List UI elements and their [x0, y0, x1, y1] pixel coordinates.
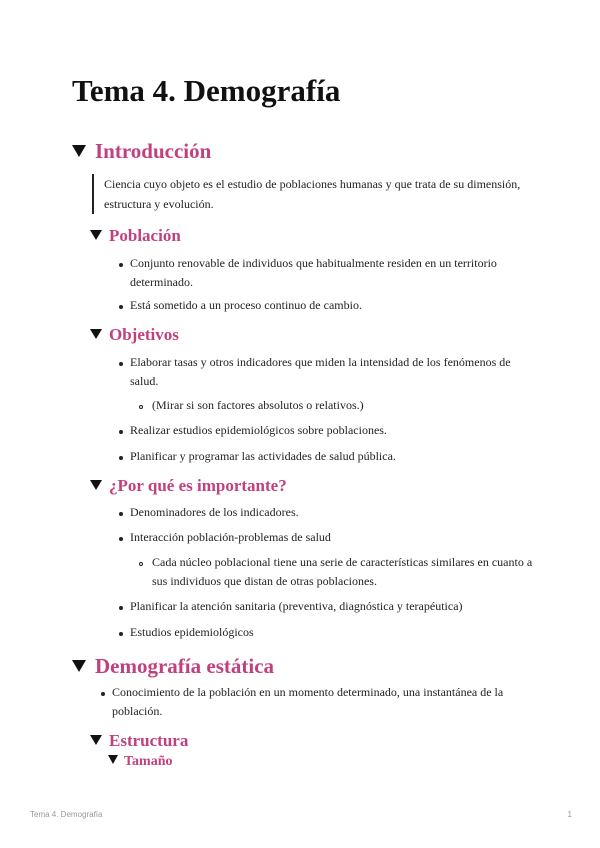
list-item: Planificar la atención sanitaria (preventiva, diagnóstica y terapéutica)	[130, 599, 463, 613]
list-item: Estudios epidemiológicos	[130, 625, 254, 639]
page-title: Tema 4. Demografía	[72, 73, 341, 108]
section-estructura[interactable]	[90, 730, 188, 752]
list-item: Conjunto renovable de individuos que habitualmente residen en un territorio determinado.	[130, 256, 497, 289]
toggle-triangle-icon[interactable]	[108, 755, 118, 764]
bullet-icon	[119, 537, 123, 541]
section-poblacion[interactable]	[90, 225, 181, 247]
list-item: Interacción población-problemas de salud	[130, 530, 331, 544]
list-item: Denominadores de los indicadores.	[130, 505, 299, 519]
section-importante[interactable]	[90, 475, 287, 497]
section-title: Tamaño	[124, 754, 173, 769]
list-item: Realizar estudios epidemiológicos sobre poblaciones.	[130, 423, 387, 437]
toggle-triangle-icon[interactable]	[72, 145, 86, 157]
bullet-icon	[119, 430, 123, 434]
section-title: ¿Por qué es importante?	[109, 476, 287, 495]
bullet-icon	[119, 263, 123, 267]
list-item: Planificar y programar las actividades de salud pública.	[130, 449, 396, 463]
section-objetivos[interactable]	[90, 324, 179, 346]
bullet-icon	[119, 632, 123, 636]
list-subitem: Cada núcleo poblacional tiene una serie de características similares en cuanto a sus individuos que distan de otras poblaciones.	[152, 555, 533, 588]
toggle-triangle-icon[interactable]	[90, 329, 102, 339]
sub-bullet-icon	[139, 405, 143, 409]
section-introduccion[interactable]	[72, 138, 211, 164]
bullet-icon	[101, 692, 105, 696]
section-tamano[interactable]	[108, 753, 173, 771]
toggle-triangle-icon[interactable]	[72, 660, 86, 672]
toggle-triangle-icon[interactable]	[90, 230, 102, 240]
section-title: Objetivos	[109, 325, 179, 344]
section-title: Estructura	[109, 731, 189, 750]
list-item: Está sometido a un proceso continuo de cambio.	[130, 298, 362, 312]
sub-bullet-icon	[139, 562, 143, 566]
list-item: Conocimiento de la población en un momento determinado, una instantánea de la población.	[112, 685, 504, 718]
footer-title: Tema 4. Demografía	[30, 810, 103, 819]
bullet-icon	[119, 362, 123, 366]
page-number: 1	[567, 810, 572, 819]
bullet-icon	[119, 512, 123, 516]
toggle-triangle-icon[interactable]	[90, 735, 102, 745]
section-title: Población	[109, 226, 181, 245]
definition-quote: Ciencia cuyo objeto es el estudio de poblaciones humanas y que trata de su dimensión, estructura y evolución.	[92, 174, 544, 214]
bullet-icon	[119, 456, 123, 460]
list-subitem: (Mirar si son factores absolutos o relativos.)	[152, 398, 364, 412]
section-title: Introducción	[95, 139, 212, 163]
bullet-icon	[119, 606, 123, 610]
toggle-triangle-icon[interactable]	[90, 480, 102, 490]
list-item: Elaborar tasas y otros indicadores que miden la intensidad de los fenómenos de salud.	[130, 355, 511, 388]
section-demografia-estatica[interactable]	[72, 653, 274, 679]
section-title: Demografía estática	[95, 654, 275, 678]
bullet-icon	[119, 305, 123, 309]
